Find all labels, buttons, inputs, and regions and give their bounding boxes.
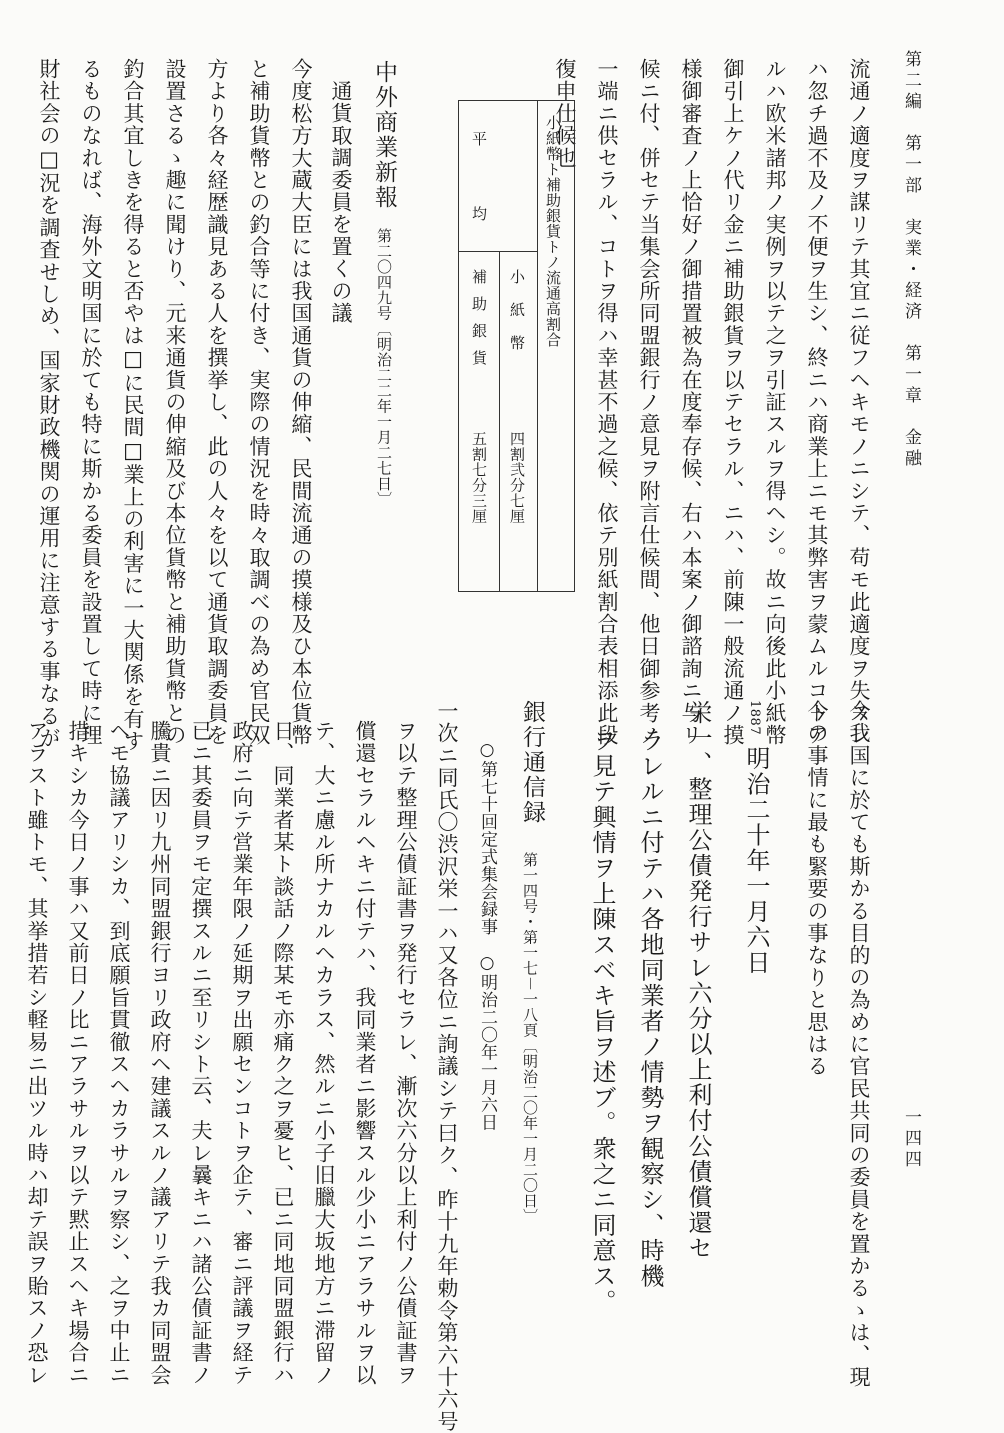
text-line: 財社会の□況を調査せしめ、国家財政機関の運用に注意する事なるが	[37, 58, 61, 750]
entry-date: 明治二十年一月六日	[742, 746, 770, 976]
text-line: ラレルニ付テハ各地同業者ノ情勢ヲ観察シ、時機	[636, 728, 664, 1289]
ratio-table	[458, 100, 575, 592]
text-line: 已ニ其委員ヲモ定撰スルニ至リシト云、夫レ曩キニハ諸公債証書ノ	[189, 720, 213, 1386]
text-line: 流通ノ適度ヲ謀リテ其宜ニ従フヘキモノニシテ、苟モ此適度ヲ失スレ	[847, 58, 871, 747]
meeting-heading: ○第七十回定式集会録事 ○明治二〇年一月六日	[477, 740, 497, 1131]
text-line: 釣合其宜しきを得ると否やは□に民間□業上の利害に一大関係を有す	[121, 58, 145, 753]
page-number: 一四四	[901, 1108, 921, 1171]
running-title: 第二編 第一部 実業・経済 第一章 金融	[901, 50, 921, 470]
text-line: 一端ニ供セラル、コトヲ得ハ幸甚不過之候、依テ別紙割合表相添此段	[595, 58, 619, 747]
text-line: 措キシカ今日ノ事ハ又前日ノ比ニアラサルヲ以テ黙止スヘキ場合ニ	[66, 720, 90, 1386]
year-note: 1887	[747, 700, 762, 736]
text-line: るものなれば、海外文明国に於ても特に斯かる委員を設置して時に理	[79, 58, 103, 747]
source-title: 銀行通信録	[519, 700, 545, 825]
col1-header: 小紙幣	[508, 269, 526, 368]
col2-header: 補助銀貨	[470, 269, 488, 377]
text-line: 方より各々経歴識見ある人を撰挙し、此の人々を以て通貨取調委員を	[205, 58, 229, 747]
text-line: 今度松方大蔵大臣には我国通貨の伸縮、民間流通の摸様及ひ本位貨幣	[289, 58, 313, 747]
text-line: 政府ニ向テ営業年限ノ延期ヲ出願センコトヲ企テ、審ニ評議ヲ経テ	[230, 720, 254, 1386]
issue-info: 第一四号・第一七－一八頁〔明治二〇年一月二〇日〕	[521, 852, 539, 1225]
text-line: 様御審査ノ上恰好ノ御措置被為在度奉存候、右ハ本案ノ御諮詢ニ与リ	[679, 58, 703, 747]
text-line: 今の事情に最も緊要の事なりと思はる	[805, 700, 829, 1078]
issue-info: 第二〇四九号〔明治二二年一月二七日〕	[375, 228, 393, 507]
text-line: ヲ見テ興情ヲ上陳スベキ旨ヲ述ブ。衆之ニ同意ス。	[588, 728, 616, 1315]
text-line: 償還セラルヘキニ付テハ、我同業者ニ影響スル少小ニアラサルヲ以	[353, 720, 377, 1386]
text-line: 一次ニ同氏〇渋沢栄一ハ又各位ニ詢議シテ曰ク、昨十九年勅令第六十六号	[435, 700, 459, 1433]
text-line: アラスト雖トモ、其挙措若シ軽易ニ出ツル時ハ却テ誤ヲ貽スノ恐レ	[25, 720, 49, 1386]
text-line: 栄一、整理公債発行サレ六分以上利付公債償還セ	[684, 700, 712, 1261]
text-line: ハ忽チ過不及ノ不便ヲ生シ、終ニハ商業上ニモ其弊害ヲ蒙ムルコトア	[805, 58, 829, 747]
row-label: 平均	[470, 131, 488, 281]
text-line: 今我国に於ても斯かる目的の為めに官民共同の委員を置かるゝは、現	[847, 700, 871, 1389]
text-line: テ、大ニ慮ル所ナカルヘカラス、然ルニ小子旧臘大坂地方ニ滞留ノ	[312, 720, 336, 1386]
table-title: 小紙幣ト補助銀貨トノ流通高割合	[544, 115, 562, 348]
text-line: 御引上ケノ代リ金ニ補助銀貨ヲ以テセラル、ニハ、前陳一般流通ノ摸	[721, 58, 745, 747]
table-divider	[499, 251, 500, 591]
text-line: 設置さるゝ趣に聞けり、元来通貨の伸縮及び本位貨幣と補助貨幣との	[163, 58, 187, 747]
text-line: と補助貨幣との釣合等に付き、実際の情況を時々取調べの為め官民双	[247, 58, 271, 747]
col1-value: 四割弐分七厘	[508, 431, 526, 524]
text-line: 騰貴ニ因リ九州同盟銀行ヨリ政府ヘ建議スルノ議アリテ我カ同盟会	[148, 720, 172, 1386]
text-line: 日、同業者某ト談話ノ際某モ亦痛ク之ヲ憂ヒ、已ニ同地同盟銀行ハ	[271, 720, 295, 1386]
text-line: ヲ以テ整理公債証書ヲ発行セラレ、漸次六分以上利付ノ公債証書ヲ	[394, 720, 418, 1386]
text-line: 候ニ付、併セテ当集会所同盟銀行ノ意見ヲ附言仕候間、他日御参考ノ	[637, 58, 661, 747]
text-line: ルハ欧米諸邦ノ実例ヲ以テ之ヲ引証スルヲ得ヘシ。故ニ向後此小紙幣	[763, 58, 787, 747]
article-subtitle: 通貨取調委員を置くの議	[329, 80, 353, 325]
source-title: 中外商業新報	[371, 60, 397, 210]
table-divider	[537, 101, 538, 591]
text-line: 復申仕候也	[553, 58, 577, 169]
text-line: ヘモ協議アリシカ、到底願旨貫徹スヘカラサルヲ察シ、之ヲ中止ニ	[107, 720, 131, 1386]
col2-value: 五割七分三厘	[470, 431, 488, 524]
